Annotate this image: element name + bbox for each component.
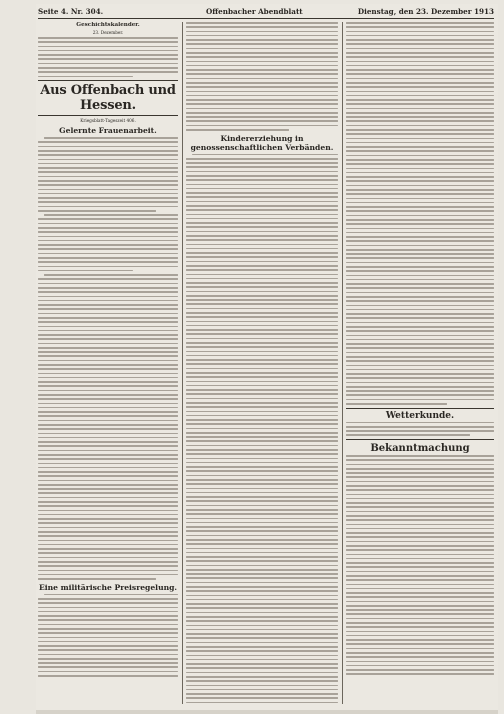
column-2 bbox=[186, 22, 338, 706]
newspaper-page bbox=[36, 4, 498, 710]
weather-text bbox=[346, 422, 494, 436]
article-title: Eine militärische Preisregelung. bbox=[38, 582, 178, 592]
issue-date: Dienstag, den 23. Dezember 1913 bbox=[357, 7, 494, 16]
scan-edge bbox=[36, 710, 498, 714]
article-body bbox=[38, 137, 178, 580]
article-body bbox=[38, 594, 178, 677]
page-header bbox=[38, 4, 494, 19]
notice-body bbox=[346, 455, 494, 675]
weather-heading: Wetterkunde. bbox=[346, 408, 494, 421]
calendar-date: 23. Dezember. bbox=[92, 30, 124, 35]
calendar-heading: Geschichtskalender. bbox=[76, 22, 140, 28]
newspaper-title: Offenbacher Abendblatt bbox=[206, 7, 303, 16]
column-3 bbox=[346, 22, 494, 706]
article-body bbox=[346, 22, 494, 405]
article-body bbox=[186, 154, 338, 706]
article-body bbox=[186, 22, 338, 131]
section-heading: Aus Offenbach und Hessen. bbox=[38, 80, 178, 116]
section-subline: Kriegsblatt-Tageszeit 406. bbox=[80, 118, 136, 124]
calendar-text bbox=[38, 37, 178, 77]
column-rule bbox=[342, 22, 343, 704]
notice-heading: Bekanntmachung bbox=[346, 439, 494, 454]
article-title: Gelernte Frauenarbeit. bbox=[59, 126, 157, 136]
page-number: Seite 4. Nr. 304. bbox=[38, 7, 104, 16]
article-title: Kindererziehung in genossenschaftlichen Verbänden. bbox=[190, 133, 334, 152]
column-rule bbox=[182, 22, 183, 704]
column-1 bbox=[38, 22, 178, 706]
